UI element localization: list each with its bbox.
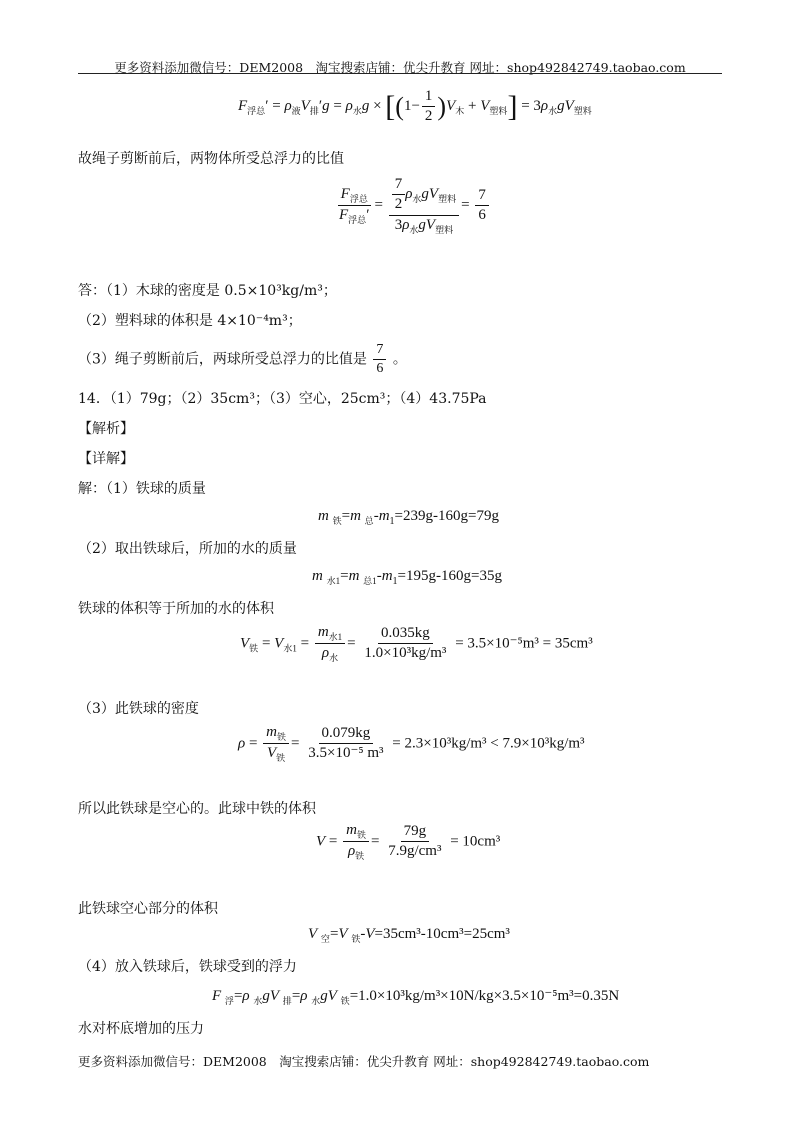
step-5-text: 所以此铁球是空心的。此球中铁的体积 [78, 801, 316, 817]
step-7-text: （4）放入铁球后，铁球受到的浮力 [78, 959, 297, 975]
answer-2: （2）塑料球的体积是 4×10⁻⁴m³； [78, 313, 302, 329]
page-footer: 更多资料添加微信号：DEM2008 淘宝搜索店铺：优尖升教育 网址：shop492842749.taobao.com [78, 1054, 650, 1069]
step-8-text: 水对杯底增加的压力 [78, 1021, 204, 1037]
equation-iron-volume: $V_铁 = V_{水1}$ = $\frac{m_{水1}}{\rho_水}$ = $\frac{0.035kg}{\text{1.0×10³kg/m³}}$ = 3.5×10⁻⁵m³ = 35cm³ [240, 624, 593, 664]
equation-iron-mass: m $_铁$=m $_总-m_1=239g-160g=79g$ [318, 508, 499, 527]
equation-water-mass: m $_{水1}$=m $_{总1}-m_1=195g-160g=35g$ [312, 568, 502, 587]
equation-buoyant-force: F $_浮$=ρ $_水$gV $_排$=ρ $_水$gV $_铁$=1.0×10³kg/m³×10N/kg×3.5×10⁻⁵m³=0.35N [212, 988, 620, 1006]
step-2-text: （2）取出铁球后，所加的水的质量 [78, 541, 297, 557]
section-xiangjie: 【详解】 [78, 451, 134, 467]
step-1-text: 解：（1）铁球的质量 [78, 481, 206, 497]
equation-hollow-volume: V $_空$=V $_铁$-V=35cm³-10cm³=25cm³ [308, 926, 510, 944]
answer-3: （3）绳子剪断前后，两球所受总浮力的比值是 $\frac{7}{6}$ 。 [78, 342, 407, 377]
equation-ratio: $\frac{F_{浮总}}{F_{浮总}'}$ = $\frac{7}{2}$ $\rho_水gV_{塑料}$ $3\rho_水gV_{塑料}$ = $\frac{7}{6}$ [334, 176, 491, 235]
question-14-answer: 14．（1）79g；（2）35cm³；（3）空心，25cm³；（4）43.75Pa [78, 391, 487, 407]
equation-solid-iron-volume: V = $\frac{m_铁}{\rho_铁}$ = $\frac{79g}{\text{7.9g/cm³}}$ = 10cm³ [316, 822, 501, 862]
section-jiexi: 【解析】 [78, 421, 134, 437]
page-header: 更多资料添加微信号：DEM2008 淘宝搜索店铺：优尖升教育 网址：shop492842749.taobao.com [114, 60, 686, 75]
header-rule [78, 73, 722, 74]
text-ratio-intro: 故绳子剪断前后，两物体所受总浮力的比值 [78, 151, 344, 167]
step-6-text: 此铁球空心部分的体积 [78, 901, 218, 917]
answer-1: 答：（1）木球的密度是 0.5×10³kg/m³； [78, 283, 337, 299]
equation-iron-density: ρ = $\frac{m_铁}{V_铁}$ = $\frac{0.079kg}{\text{3.5×10⁻⁵ m³}}$ = 2.3×10³kg/m³ < 7.9×10³kg/m³ [238, 724, 585, 764]
step-4-text: （3）此铁球的密度 [78, 701, 199, 717]
equation-buoyancy-after: $F_{浮总}' = \rho_液V_排'g = \rho_水g \times [(1-$ $\frac{1}{2}$ )$V_木 + V_{塑料}] = 3\rho_水gV_{塑料}$ [238, 88, 592, 125]
step-3-text: 铁球的体积等于所加的水的体积 [78, 601, 274, 617]
